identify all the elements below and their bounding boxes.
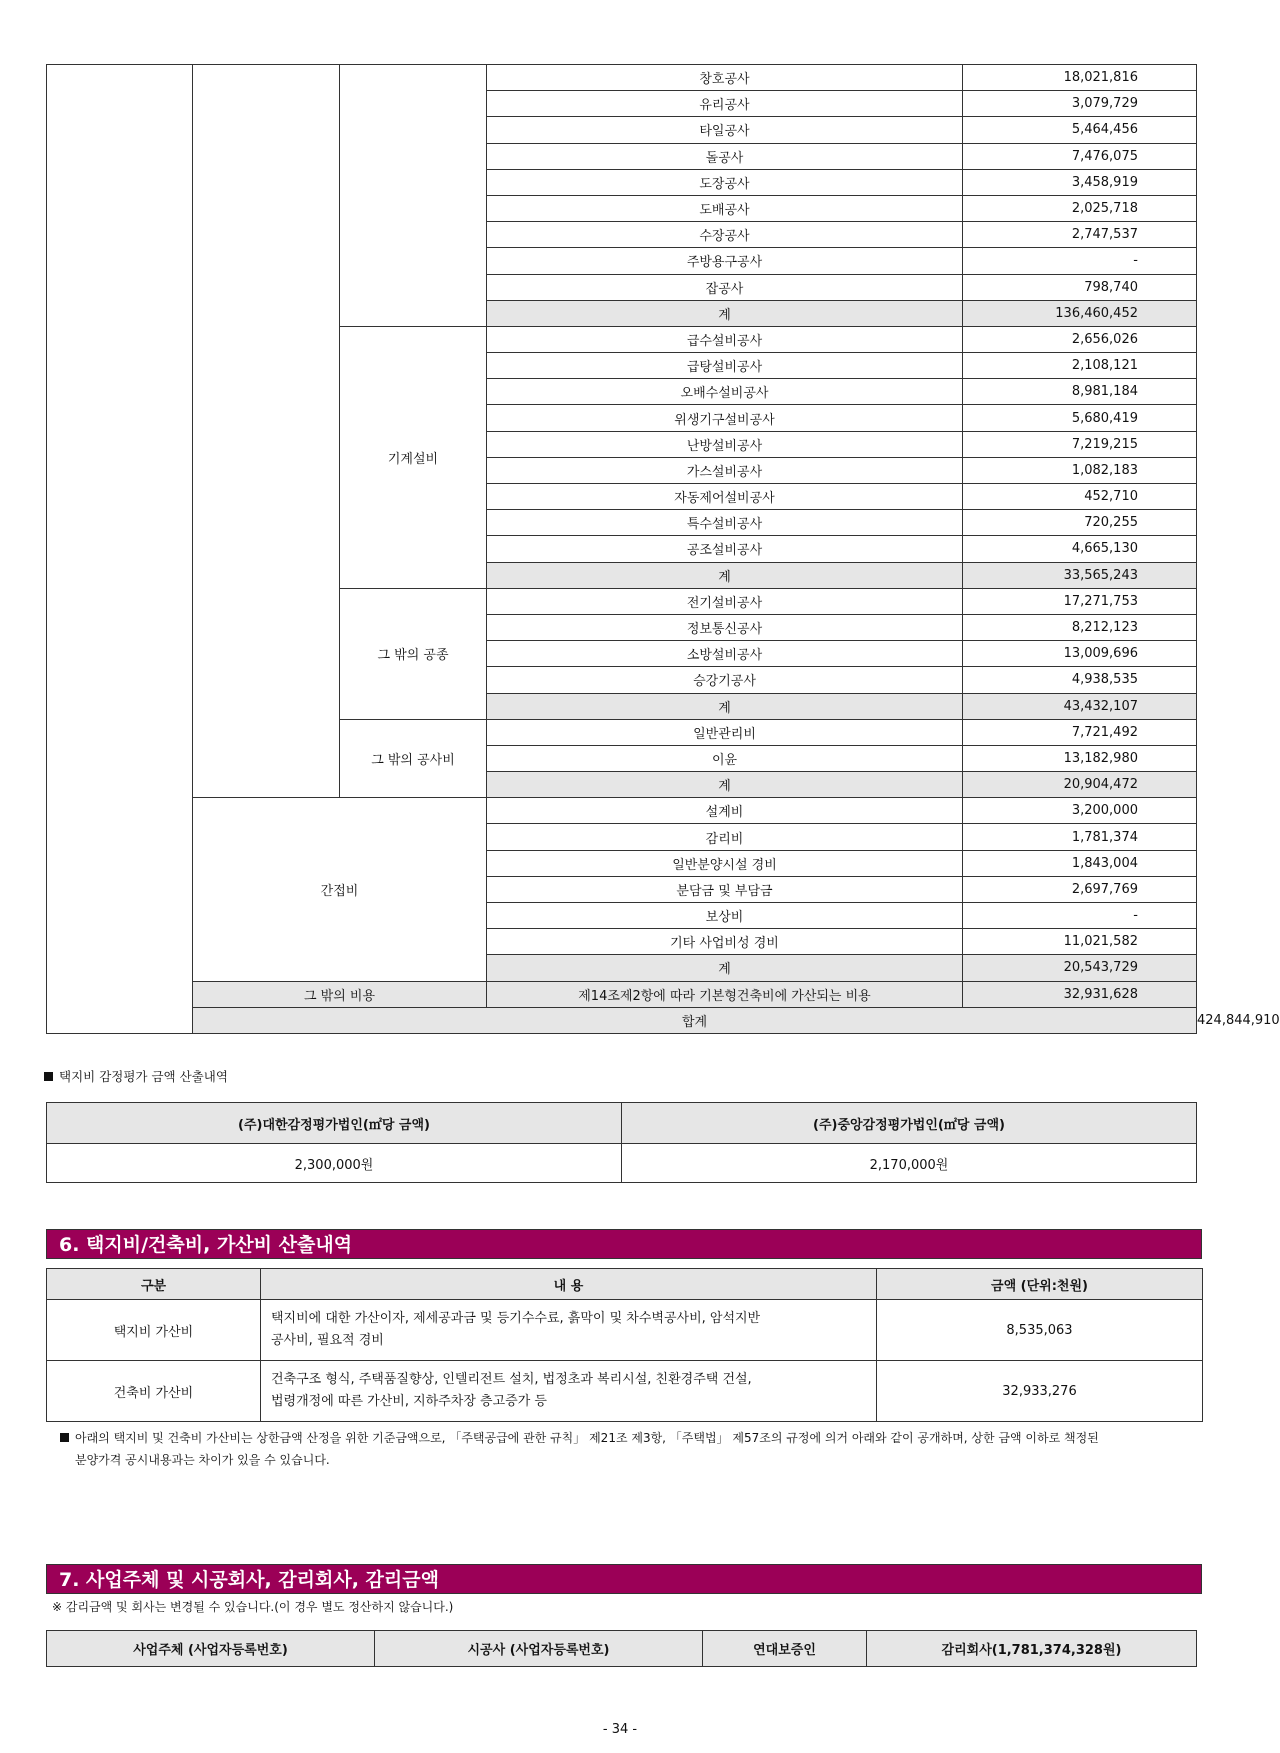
item-cell: 잡공사: [487, 274, 963, 300]
header-builder: 시공사 (사업자등록번호): [375, 1631, 703, 1667]
row-desc: 택지비에 대한 가산이자, 제세공과금 및 등기수수료, 흙막이 및 차수벽공사비, 암석지반 공사비, 필요적 경비: [261, 1300, 877, 1361]
amount-cell: 7,219,215: [963, 431, 1197, 457]
amount-cell: 720,255: [963, 510, 1197, 536]
section-7-title: 7. 사업주체 및 시공회사, 감리회사, 감리금액: [46, 1564, 1202, 1594]
amount-cell: 18,021,816: [963, 65, 1197, 91]
amount-cell: 2,656,026: [963, 326, 1197, 352]
item-cell: 정보통신공사: [487, 614, 963, 640]
row-amount: 8,535,063: [877, 1300, 1203, 1361]
amount-cell: 1,843,004: [963, 850, 1197, 876]
item-cell: 일반분양시설 경비: [487, 850, 963, 876]
amount-cell: 3,458,919: [963, 169, 1197, 195]
header-amount: 금액 (단위:천원): [877, 1269, 1203, 1300]
row-name: 건축비 가산비: [47, 1361, 261, 1422]
group-label-mech: 기계설비: [340, 326, 487, 588]
table-header-row: [47, 1269, 1203, 1300]
amount-cell: 2,108,121: [963, 353, 1197, 379]
total-label: 합계: [193, 1007, 1197, 1033]
item-cell: 공조설비공사: [487, 536, 963, 562]
subtotal-label: 계: [487, 300, 963, 326]
item-cell: 도장공사: [487, 169, 963, 195]
row-desc: 건축구조 형식, 주택품질향상, 인텔리전트 설치, 법정초과 복리시설, 친환경주택 건설, 법령개정에 따른 가산비, 지하주차장 층고증가 등: [261, 1361, 877, 1422]
row-name: 택지비 가산비: [47, 1300, 261, 1361]
item-cell: 승강기공사: [487, 667, 963, 693]
appraisal-value-1: 2,300,000원: [47, 1144, 622, 1183]
section-7-note: ※ 감리금액 및 회사는 변경될 수 있습니다.(이 경우 별도 정산하지 않습니다.): [52, 1600, 454, 1614]
item-cell: 급탕설비공사: [487, 353, 963, 379]
amount-cell: 13,009,696: [963, 641, 1197, 667]
item-cell: 설계비: [487, 798, 963, 824]
amount-cell: 3,079,729: [963, 91, 1197, 117]
item-cell: 난방설비공사: [487, 431, 963, 457]
page-number: - 34 -: [602, 1722, 638, 1737]
table-row: [47, 1144, 1197, 1183]
amount-cell: 452,710: [963, 484, 1197, 510]
item-cell: 수장공사: [487, 222, 963, 248]
item-cell: 기타 사업비성 경비: [487, 929, 963, 955]
appraisal-table: [46, 1102, 1197, 1183]
appraisal-note: 택지비 감정평가 금액 산출내역: [44, 1067, 228, 1085]
surcharge-table: [46, 1268, 1203, 1422]
amount-cell: 2,025,718: [963, 195, 1197, 221]
amount-cell: 7,476,075: [963, 143, 1197, 169]
item-cell: 도배공사: [487, 195, 963, 221]
item-cell: 자동제어설비공사: [487, 484, 963, 510]
item-cell: 돌공사: [487, 143, 963, 169]
header-guarantor: 연대보증인: [703, 1631, 867, 1667]
category-cell: [193, 65, 340, 798]
group-label-indirect: 간접비: [193, 798, 487, 981]
square-bullet-icon: [60, 1433, 69, 1442]
item-cell: 급수설비공사: [487, 326, 963, 352]
item-cell: 타일공사: [487, 117, 963, 143]
amount-cell: 7,721,492: [963, 719, 1197, 745]
amount-cell: 4,938,535: [963, 667, 1197, 693]
amount-cell: 32,931,628: [963, 981, 1197, 1007]
amount-cell: 8,981,184: [963, 379, 1197, 405]
cost-breakdown-table: [46, 64, 1280, 1034]
table-row: [47, 1361, 1203, 1422]
item-cell: 보상비: [487, 903, 963, 929]
square-bullet-icon: [44, 1072, 53, 1081]
amount-cell: -: [963, 903, 1197, 929]
amount-cell: 5,680,419: [963, 405, 1197, 431]
group-label-other-trades: 그 밖의 공종: [340, 588, 487, 719]
appraisal-value-2: 2,170,000원: [622, 1144, 1197, 1183]
group-label-other-construction: 그 밖의 공사비: [340, 719, 487, 798]
amount-cell: 1,781,374: [963, 824, 1197, 850]
subtotal-amount: 20,543,729: [963, 955, 1197, 981]
table-row: [47, 65, 1197, 91]
header-supervisor: 감리회사(1,781,374,328원): [867, 1631, 1197, 1667]
amount-cell: 11,021,582: [963, 929, 1197, 955]
item-cell: 유리공사: [487, 91, 963, 117]
subtotal-amount: 136,460,452: [963, 300, 1197, 326]
amount-cell: 798,740: [963, 274, 1197, 300]
table-row: [47, 1300, 1203, 1361]
amount-cell: 13,182,980: [963, 745, 1197, 771]
subtotal-label: 계: [487, 955, 963, 981]
amount-cell: 1,082,183: [963, 457, 1197, 483]
subtotal-amount: 33,565,243: [963, 562, 1197, 588]
item-cell: 위생기구설비공사: [487, 405, 963, 431]
item-cell: 제14조제2항에 따라 기본형건축비에 가산되는 비용: [487, 981, 963, 1007]
header-category: 구분: [47, 1269, 261, 1300]
category-cell: [47, 65, 193, 1034]
table-row: [47, 798, 1197, 824]
amount-cell: 5,464,456: [963, 117, 1197, 143]
amount-cell: 2,697,769: [963, 876, 1197, 902]
item-cell: 일반관리비: [487, 719, 963, 745]
surcharge-note: 아래의 택지비 및 건축비 가산비는 상한금액 산정을 위한 기준금액으로, 「주택공급에 관한 규칙」 제21조 제3항, 「주택법」 제57조의 규정에 의거 아래와 같이 공개하며, 상한 금액 이하로 책정된 분양가격 공시내용과는 차이가 있을 수 있습니다.: [60, 1427, 1099, 1471]
header-developer: 사업주체 (사업자등록번호): [47, 1631, 375, 1667]
header-content: 내 용: [261, 1269, 877, 1300]
item-cell: 소방설비공사: [487, 641, 963, 667]
item-cell: 분담금 및 부담금: [487, 876, 963, 902]
row-amount: 32,933,276: [877, 1361, 1203, 1422]
item-cell: 주방용구공사: [487, 248, 963, 274]
item-cell: 특수설비공사: [487, 510, 963, 536]
item-cell: 전기설비공사: [487, 588, 963, 614]
table-header-row: [47, 1631, 1197, 1667]
table-header-row: [47, 1103, 1197, 1144]
amount-cell: 4,665,130: [963, 536, 1197, 562]
category-cell: [340, 65, 487, 327]
total-row: 합계 424,844,910: [47, 1007, 1197, 1033]
subtotal-amount: 20,904,472: [963, 772, 1197, 798]
appraisal-header-2: (주)중앙감정평가법인(㎡당 금액): [622, 1103, 1197, 1144]
amount-cell: 3,200,000: [963, 798, 1197, 824]
item-cell: 이윤: [487, 745, 963, 771]
subtotal-label: 계: [487, 693, 963, 719]
section-6-title: 6. 택지비/건축비, 가산비 산출내역: [46, 1229, 1202, 1259]
company-table: [46, 1630, 1197, 1667]
item-cell: 감리비: [487, 824, 963, 850]
group-label-other-cost: 그 밖의 비용: [193, 981, 487, 1007]
item-cell: 가스설비공사: [487, 457, 963, 483]
item-cell: 오배수설비공사: [487, 379, 963, 405]
item-cell: 창호공사: [487, 65, 963, 91]
subtotal-label: 계: [487, 772, 963, 798]
amount-cell: 8,212,123: [963, 614, 1197, 640]
amount-cell: 17,271,753: [963, 588, 1197, 614]
subtotal-label: 계: [487, 562, 963, 588]
subtotal-amount: 43,432,107: [963, 693, 1197, 719]
amount-cell: -: [963, 248, 1197, 274]
appraisal-header-1: (주)대한감정평가법인(㎡당 금액): [47, 1103, 622, 1144]
amount-cell: 2,747,537: [963, 222, 1197, 248]
other-cost-row: [47, 981, 1197, 1007]
